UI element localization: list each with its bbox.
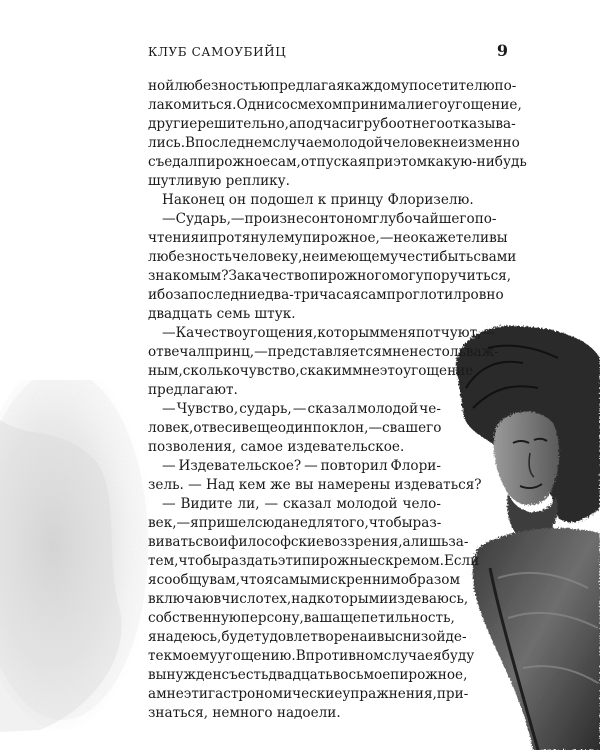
text-line: вивать свои философские воззрения, а лишь за- xyxy=(148,534,469,550)
text-line: знаться, немного надоели. xyxy=(148,705,341,721)
text-line: чтения и протянул ему пирожное, — не окажете ли вы xyxy=(148,230,508,246)
text-line: лакомиться. Одни со смехом принимали его угощение, xyxy=(148,97,522,113)
text-line: ловек, отвесив еще один поклон, — с вашего xyxy=(148,420,442,436)
text-line: век, — я пришел сюда не для того, чтобы раз- xyxy=(148,515,442,531)
page-number: 9 xyxy=(496,41,508,60)
ink-wash-illustration xyxy=(0,380,150,740)
text-line: шутливую реплику. xyxy=(148,173,290,189)
text-line: — Качество угощения, которым меня потчуют, — xyxy=(162,325,496,341)
text-line: любезность человеку, не имеющему чести быть с вами xyxy=(148,249,517,265)
text-line: вынужден съесть двадцать восьмое пирожное, xyxy=(148,667,468,683)
body-text xyxy=(148,77,527,723)
text-line: ибо за последние два-три часа я сам проглотил ровно xyxy=(148,287,504,303)
text-line: предлагают. xyxy=(148,382,238,398)
text-line: зель. — Над кем же вы намерены издеваться? xyxy=(148,477,482,493)
text-line: — Сударь, — произнес он тоном глубочайшего по- xyxy=(162,211,497,227)
text-line: ным, сколько чувство, с каким мне это угощение xyxy=(148,363,474,379)
text-line: — Чувство, сударь, — сказал молодой че- xyxy=(162,401,441,417)
text-line: я сообщу вам, что я самым искренним образом xyxy=(148,572,461,588)
text-line: знакомым? За качество пирожного могу поручиться, xyxy=(148,268,512,284)
text-line: другие решительно, а подчас и грубо от него отказыва- xyxy=(148,116,516,132)
text-line: ной любезностью предлагая каждому посетителю по- xyxy=(148,78,517,94)
text-line: — Видите ли, — сказал молодой чело- xyxy=(162,496,441,512)
text-line: позволения, самое издевательское. xyxy=(148,439,405,455)
text-line: собственную персону, ваша щепетильность, xyxy=(148,610,455,626)
text-line: съедал пирожное сам, отпуская при этом какую-нибудь xyxy=(148,154,527,170)
text-line: — Издевательское? — повторил Флори- xyxy=(162,458,441,474)
text-line: те к моему угощению. В противном случае я буду xyxy=(148,648,475,664)
running-header-title: КЛУБ САМОУБИЙЦ xyxy=(148,45,287,59)
text-line: лись. В последнем случае молодой человек неизменно xyxy=(148,135,520,151)
text-line: отвечал принц, — представляется мне не столь важ- xyxy=(148,344,499,360)
text-line: Наконец он подошел к принцу Флоризелю. xyxy=(162,192,474,208)
text-line: я надеюсь, будет удовлетворена и вы снизойде- xyxy=(148,629,467,645)
text-line: двадцать семь штук. xyxy=(148,306,296,322)
text-line: а мне эти гастрономические упражнения, при- xyxy=(148,686,469,702)
text-line: тем, чтобы раздать эти пирожные с кремом. Если xyxy=(148,553,480,569)
text-line: включаю в число тех, над которыми издеваюсь, xyxy=(148,591,469,607)
